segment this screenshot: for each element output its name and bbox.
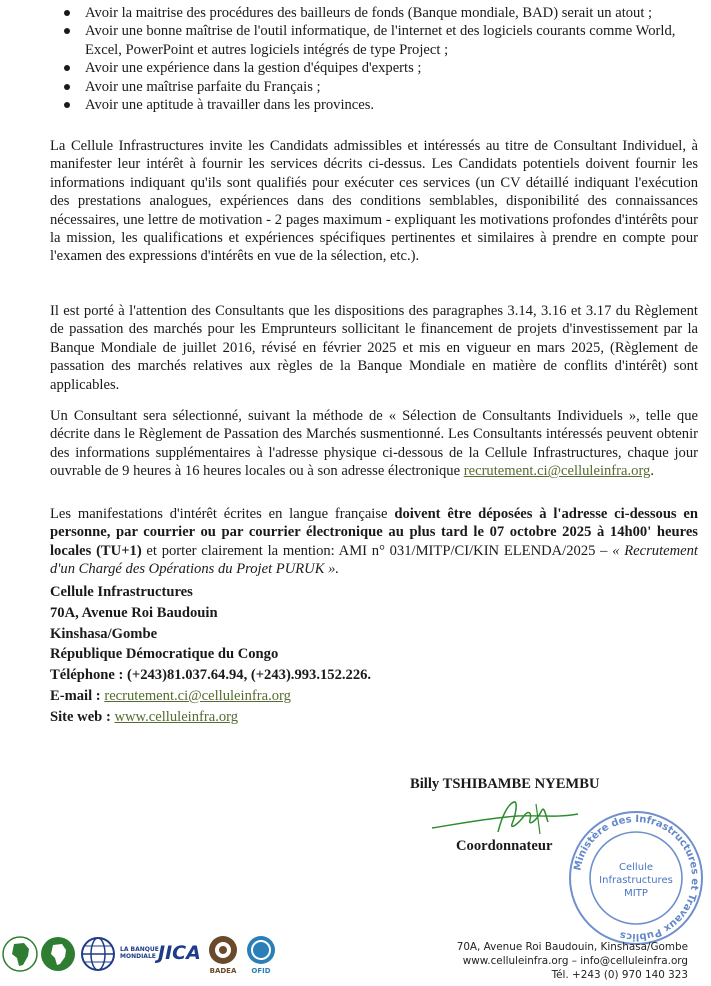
submission-intro: Les manifestations d'intérêt écrites en langue française <box>50 506 388 522</box>
opec-label: OFID <box>251 967 271 975</box>
selection-email-link[interactable]: recrutement.ci@celluleinfra.org <box>463 463 651 480</box>
selection-end: . <box>650 463 654 480</box>
address-street: 70A, Avenue Roi Baudouin <box>50 604 218 621</box>
criteria-item: Avoir une maîtrise parfaite du Français ; <box>50 78 698 96</box>
stamp-ring-text: Ministère des Infrastructures et Travaux Publics <box>572 813 701 943</box>
submission-mention: et porter clairement la mention: AMI n° 031/MITP/CI/KIN ELENDA/2025 – <box>146 542 608 559</box>
address-email <box>50 686 450 707</box>
world-bank-wordmark <box>120 946 159 960</box>
address-city: Kinshasa/Gombe <box>50 625 158 642</box>
handwritten-signature <box>428 794 588 844</box>
stamp-line2: Infrastructures <box>599 875 673 886</box>
partner-logos <box>0 930 300 976</box>
footer-contact <box>452 940 688 982</box>
address-phone <box>50 665 450 686</box>
world-bank-line1: LA BANQUE <box>120 946 159 953</box>
criteria-item: Avoir la maitrise des procédures des bailleurs de fonds (Banque mondiale, BAD) serait un atout ; <box>50 4 698 22</box>
submission-reference: « Recrutement d'un Chargé des Opérations du Projet PURUK ». <box>50 542 698 578</box>
invitation-paragraph: La Cellule Infrastructures invite les Candidats admissibles et intéressés au titre de Consultant Individuel, à manifester leur intérêt à fournir les services décrits ci-dessus. Les Candidats potentiels doivent fournir les informations indiquant qu'ils sont qualifiés pour exécuter ces services (un CV détaillé indiquant l'exécution des prestations analogues, expériences dans des conditions semblables, disponibilité des connaissances nécessaires, une lettre de motivation - 2 pages maximum - expliquant les motivations profondes d'intérêts pour la mission, les qualifications et expériences spécifiques pertinentes et similaires à prendre en compte pour l'examen des expressions d'intérêts en vue de la sélection, etc.). <box>50 138 698 265</box>
badea-logo <box>206 934 240 976</box>
submission-paragraph <box>50 505 698 579</box>
badea-label: BADEA <box>209 967 237 975</box>
submission-deadline: doivent être déposées à l'adresse ci-dessous en personne, par courrier ou par courrier électronique au plus tard le 07 octobre 2025 à 14h00' heures locales (TU+1) <box>50 506 698 559</box>
stamp-line3: MITP <box>624 888 648 899</box>
footer-contact-links: www.celluleinfra.org – info@celluleinfra.org <box>462 955 688 967</box>
phone-label: Téléphone : <box>50 667 124 684</box>
world-bank-line2: MONDIALE <box>120 953 156 960</box>
address-country: République Démocratique du Congo <box>50 646 279 663</box>
opec-fund-logo <box>244 934 278 976</box>
regulations-paragraph: Il est porté à l'attention des Consultants que les dispositions des paragraphes 3.14, 3.16 et 3.17 du Règlement de passation des marchés pour les Emprunteurs sollicitant le financement de projets d'investissement par la Banque Mondiale de juillet 2016, révisé en février 2025 et mis en vigueur en mars 2025, (Règlement de passation des marchés relatives aux règles de la Banque Mondiale en matière de conflits d'intérêt) sont applicables. <box>50 303 698 393</box>
email-label: E-mail : <box>50 687 101 704</box>
email-link[interactable]: recrutement.ci@celluleinfra.org <box>104 687 291 704</box>
address-web <box>50 707 450 728</box>
signatory-name: Billy TSHIBAMBE NYEMBU <box>410 776 600 792</box>
official-stamp <box>566 808 706 948</box>
footer-address: 70A, Avenue Roi Baudouin, Kinshasa/Gombe <box>456 941 688 953</box>
africa-map-logo <box>2 936 38 972</box>
web-label: Site web : <box>50 708 111 725</box>
address-org: Cellule Infrastructures <box>50 584 193 600</box>
address-block <box>50 582 450 728</box>
world-bank-logo <box>80 936 116 972</box>
criteria-list <box>50 4 698 114</box>
phone-value: (+243)81.037.64.94, (+243).993.152.226. <box>127 667 372 684</box>
selection-text: Un Consultant sera sélectionné, suivant la méthode de « Sélection de Consultants Individuels », telle que décrite dans le Règlement de Passation des Marchés susmentionné. Les Consultants intéressés peuvent obtenir des informations supplémentaires à l'adresse physique ci-dessous de la Cellule Infrastructures, chaque jour ouvrable de 9 heures à 16 heures locales ou à son adresse électronique <box>50 408 698 480</box>
afdb-logo <box>40 936 76 972</box>
signatory-title: Coordonnateur <box>456 838 553 854</box>
website-link[interactable]: www.celluleinfra.org <box>114 708 239 725</box>
selection-paragraph <box>50 407 698 481</box>
criteria-item: Avoir une expérience dans la gestion d'équipes d'experts ; <box>50 59 698 77</box>
footer-phone: Tél. +243 (0) 970 140 323 <box>551 969 688 981</box>
criteria-item: Avoir une aptitude à travailler dans les provinces. <box>50 96 698 114</box>
criteria-item: Avoir une bonne maîtrise de l'outil informatique, de l'internet et des logiciels courants comme World, Excel, PowerPoint et autres logiciels intégrés de type Project ; <box>50 22 698 59</box>
stamp-line1: Cellule <box>619 862 653 873</box>
jica-logo: JICA <box>158 942 201 964</box>
